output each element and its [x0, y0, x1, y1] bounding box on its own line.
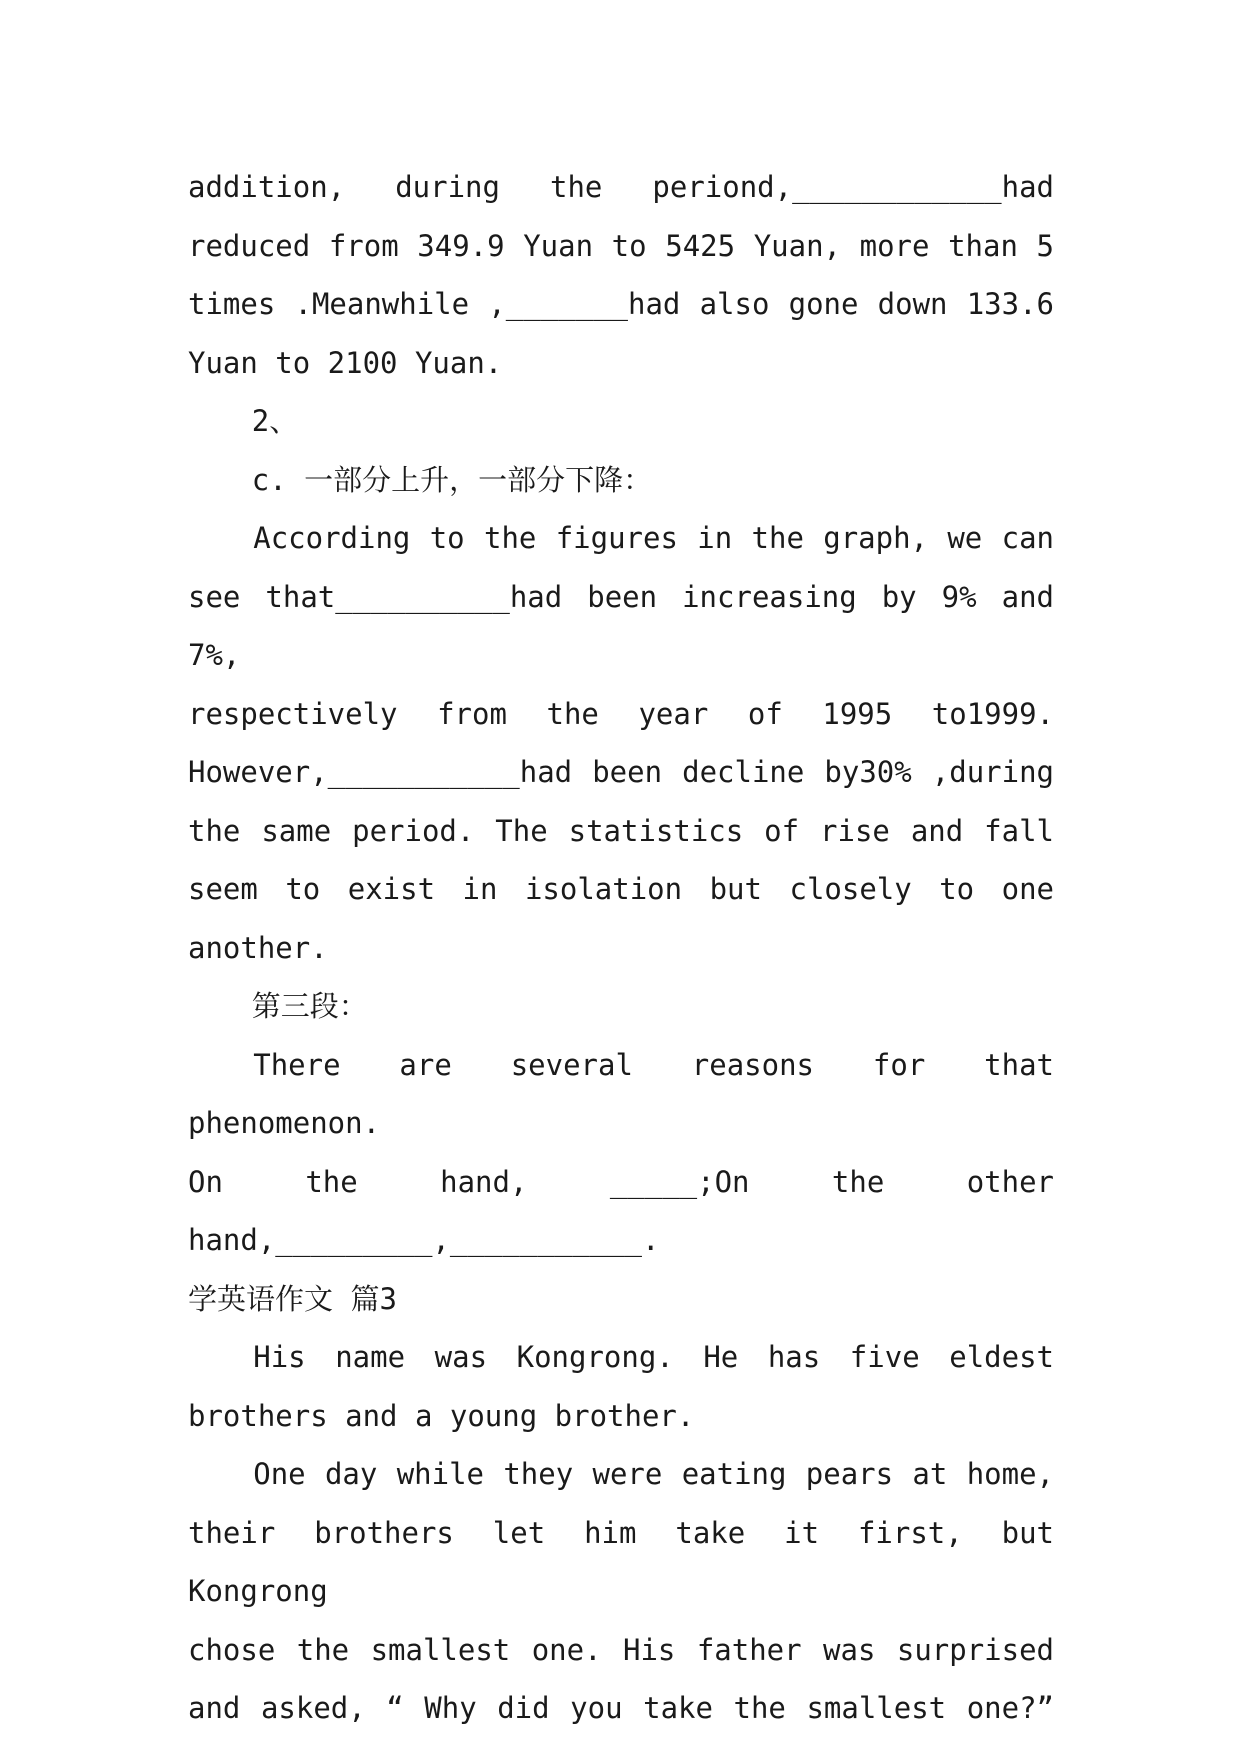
text-line: hand,_________,___________.: [188, 1223, 660, 1257]
paragraph-rise-and-fall: [188, 509, 1054, 977]
text-line: and asked, “ Why did you take the smallest one?”: [188, 1691, 1054, 1725]
text-line: Yuan to 2100 Yuan.: [188, 345, 503, 380]
text-line: brothers and a young brother.: [188, 1398, 695, 1433]
text-line: On the hand, _____;On the other: [188, 1164, 1054, 1199]
text-line: His name was Kongrong. He has five eldest: [253, 1340, 1054, 1374]
paragraph-kongrong-intro: [188, 1328, 1054, 1445]
text-line: seem to exist in isolation but closely to one: [188, 872, 1054, 906]
text-line: their brothers let him take it first, but Kongrong: [188, 1515, 1054, 1608]
article-heading: 学英语作文 篇3: [188, 1281, 397, 1316]
list-item-c: c. 一部分上升，一部分下降：: [251, 462, 653, 497]
text-line: chose the smallest one. His father was surprised: [188, 1632, 1054, 1667]
text-line: the same period. The statistics of rise and fall: [188, 813, 1054, 848]
text-line: see that__________had been increasing by 9% and 7%,: [188, 579, 1054, 672]
text-line: According to the figures in the graph, we can: [253, 521, 1054, 555]
text-line: another.: [188, 930, 328, 965]
text-line: There are several reasons for that phenomenon.: [188, 1047, 1054, 1140]
text-line: times .Meanwhile ,_______had also gone down 133.6: [188, 287, 1054, 321]
document-page: [188, 158, 1054, 1738]
paragraph-price-changes: [188, 158, 1054, 392]
section-3-label: 第三段：: [251, 989, 368, 1023]
text-line: One day while they were eating pears at home,: [253, 1457, 1054, 1491]
paragraph-kongrong-pears: [188, 1445, 1054, 1738]
text-line: addition, during the periond,____________had: [188, 170, 1054, 204]
list-number-2: 2、: [251, 404, 299, 438]
text-line: However,___________had been decline by30% ,during: [188, 755, 1054, 789]
paragraph-reasons: [188, 1036, 1054, 1270]
text-line: reduced from 349.9 Yuan to 5425 Yuan, more than 5: [188, 228, 1054, 263]
text-line: respectively from the year of 1995 to1999.: [188, 696, 1054, 731]
